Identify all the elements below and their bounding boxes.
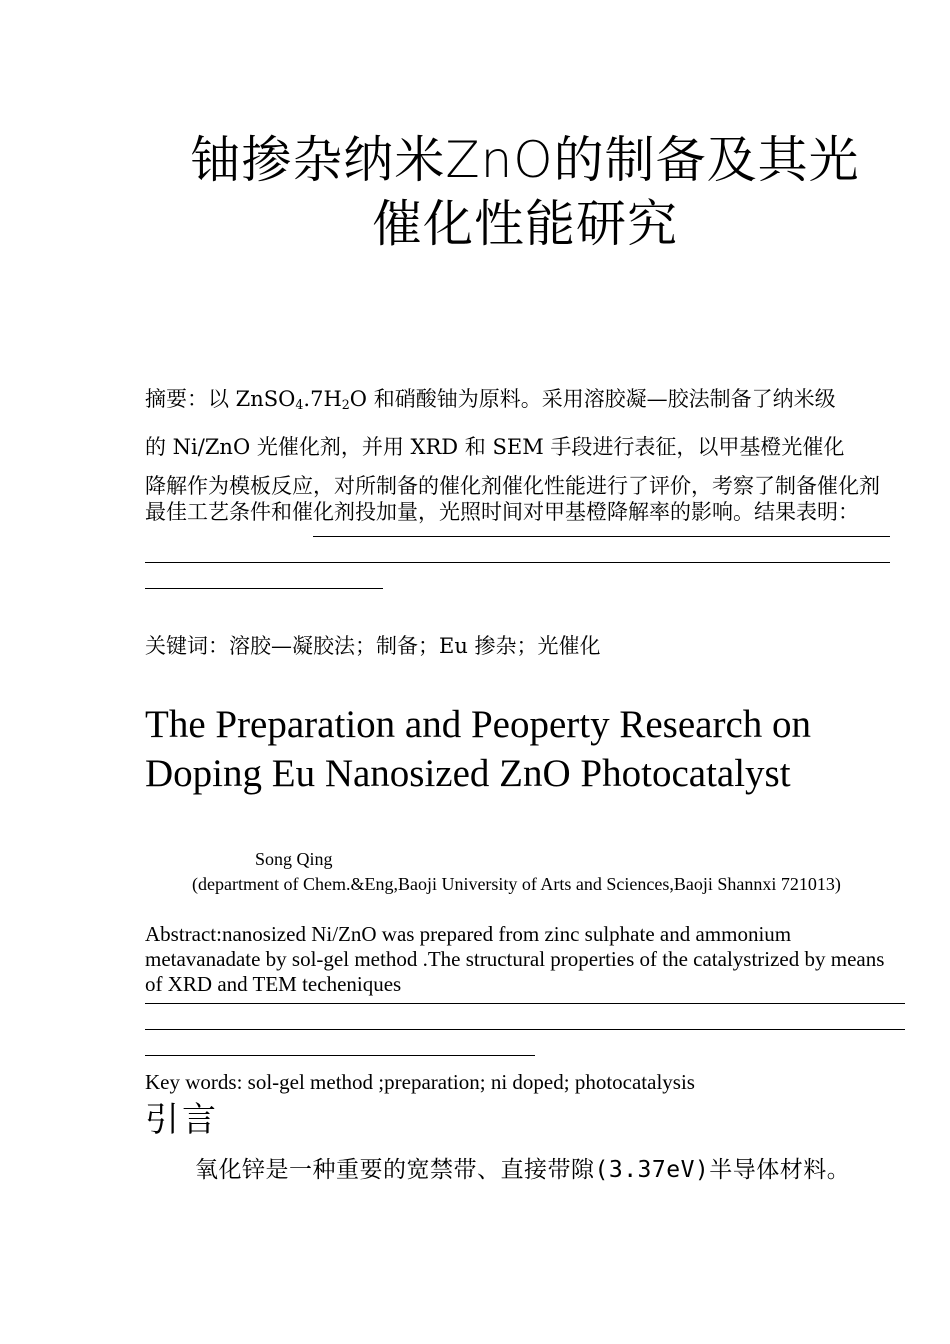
chinese-abstract-body: 降解作为模板反应，对所制备的催化剂催化性能进行了评价，考察了制备催化剂最佳工艺条件和催化剂投加量，光照时间对甲基橙降解率的影响。结果表明： [145, 474, 880, 524]
english-keywords: Key words: sol-gel method ;preparation; ni doped; photocatalysis [145, 1070, 695, 1094]
chinese-title-line-2: 催化性能研究 [372, 195, 678, 253]
dash-line [145, 523, 890, 549]
dash-line [145, 575, 890, 601]
section-heading-introduction: 引言 [145, 1100, 219, 1140]
dash-line [145, 549, 890, 575]
subscript-4: 4 [295, 397, 304, 413]
rule-line [145, 1003, 905, 1004]
chinese-title [140, 128, 910, 256]
result-placeholder-dashes [145, 523, 890, 601]
author-affiliation: (department of Chem.&Eng,Baoji University of Arts and Sciences,Baoji Shannxi 721013) [192, 874, 841, 894]
abstract-suffix: O 和硝酸铀为原料。采用溶胶凝—胶法制备了纳米级 [349, 387, 836, 411]
english-title-line-1: The Preparation and Peoperty Research on [145, 703, 812, 746]
rule-line [145, 1055, 535, 1056]
subscript-2: 2 [341, 397, 350, 413]
chinese-abstract-line-1 [145, 386, 915, 412]
english-title [145, 700, 925, 798]
rule-line [145, 1029, 905, 1030]
chinese-abstract-line-2: 的 Ni/ZnO 光催化剂，并用 XRD 和 SEM 手段进行表征，以甲基橙光催化 [145, 435, 845, 459]
abstract-prefix: 摘要：以 ZnSO [145, 387, 296, 411]
abstract-mid: .7H [303, 387, 342, 411]
author-name: Song Qing [255, 849, 333, 869]
introduction-paragraph: 氧化锌是一种重要的宽禁带、直接带隙(3.37eV)半导体材料。 [195, 1157, 851, 1183]
chinese-keywords: 关键词：溶胶—凝胶法；制备；Eu 掺杂；光催化 [145, 634, 601, 658]
english-title-line-2: Doping Eu Nanosized ZnO Photocatalyst [145, 752, 791, 795]
chinese-title-line-1: 铀掺杂纳米ZnO的制备及其光 [190, 131, 860, 189]
english-abstract: Abstract:nanosized Ni/ZnO was prepared from zinc sulphate and ammonium metavanadate by sol-gel method .The structural properties of the catalystrized by means of XRD and TEM techeniques [145, 922, 885, 996]
